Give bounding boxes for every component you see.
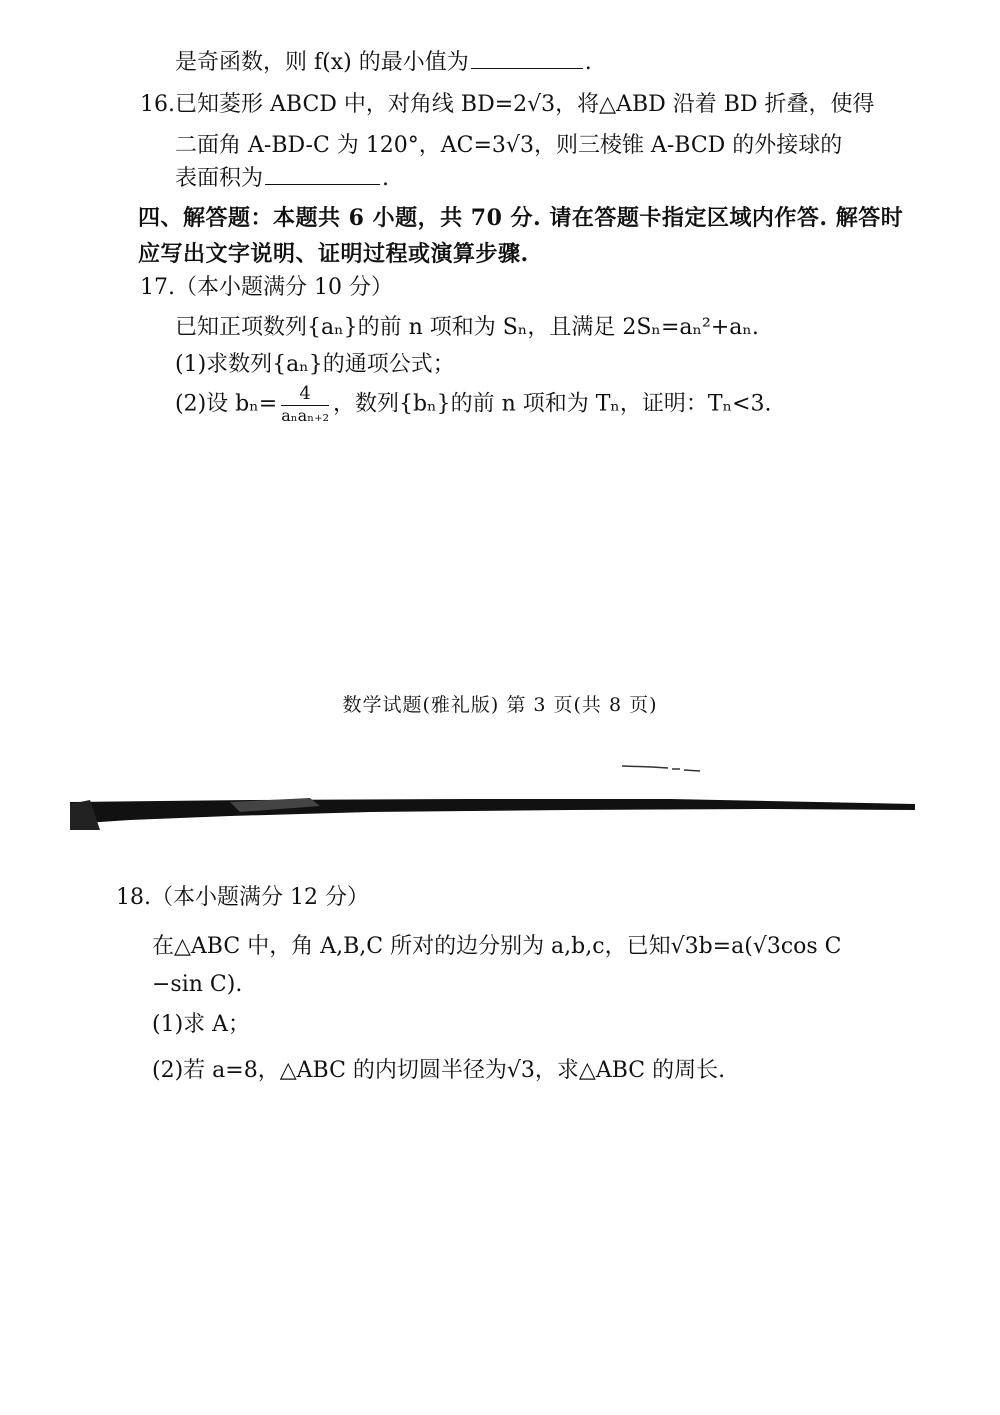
- q17-part-2: [175, 384, 772, 425]
- q18-part-2: (2)若 a=8，△ABC 的内切圆半径为√3，求△ABC 的周长.: [152, 1058, 726, 1083]
- q15-tail-end: .: [584, 50, 592, 75]
- scan-fold-shadow: [70, 796, 915, 832]
- q17-part-2-prefix: (2)设 bₙ=: [175, 391, 278, 417]
- q16-line-3-text: 表面积为: [175, 166, 264, 191]
- q18-part-1: (1)求 A；: [152, 1012, 251, 1037]
- q18-line-1: 在△ABC 中，角 A,B,C 所对的边分别为 a,b,c，已知√3b=a(√3cos C: [152, 934, 842, 959]
- q18-line-2: −sin C).: [152, 972, 243, 997]
- q16-line-3: [175, 162, 389, 194]
- scan-scratch-mark: [622, 762, 702, 774]
- q15-tail-line: [175, 46, 592, 78]
- q15-answer-blank: [471, 46, 583, 69]
- q15-tail-text: 是奇函数，则 f(x) 的最小值为: [175, 50, 469, 75]
- q17-fraction: [281, 384, 329, 425]
- q17-fraction-numerator: 4: [299, 383, 311, 404]
- q16-line-2: 二面角 A-BD-C 为 120°，AC=3√3，则三棱锥 A-BCD 的外接球的: [175, 133, 843, 158]
- q16-line-3-end: .: [382, 166, 390, 191]
- q17-stem: 已知正项数列{aₙ}的前 n 项和为 Sₙ，且满足 2Sₙ=aₙ²+aₙ.: [175, 315, 759, 340]
- q17-part-2-suffix: ，数列{bₙ}的前 n 项和为 Tₙ，证明：Tₙ<3.: [332, 391, 772, 417]
- q17-part-1: (1)求数列{aₙ}的通项公式；: [175, 352, 455, 377]
- section-4-heading-line-2: 应写出文字说明、证明过程或演算步骤.: [138, 241, 529, 267]
- section-4-heading-line-1: 四、解答题：本题共 6 小题，共 70 分. 请在答题卡指定区域内作答. 解答时: [138, 205, 904, 231]
- q16-line-1: 16.已知菱形 ABCD 中，对角线 BD=2√3，将△ABD 沿着 BD 折叠，使得: [140, 92, 875, 117]
- page-footer: 数学试题(雅礼版) 第 3 页(共 8 页): [342, 694, 658, 716]
- q17-fraction-denominator: aₙaₙ₊₂: [281, 406, 329, 425]
- q18-title: 18.（本小题满分 12 分）: [116, 885, 369, 910]
- q17-title: 17.（本小题满分 10 分）: [140, 275, 393, 300]
- q16-answer-blank: [265, 162, 380, 185]
